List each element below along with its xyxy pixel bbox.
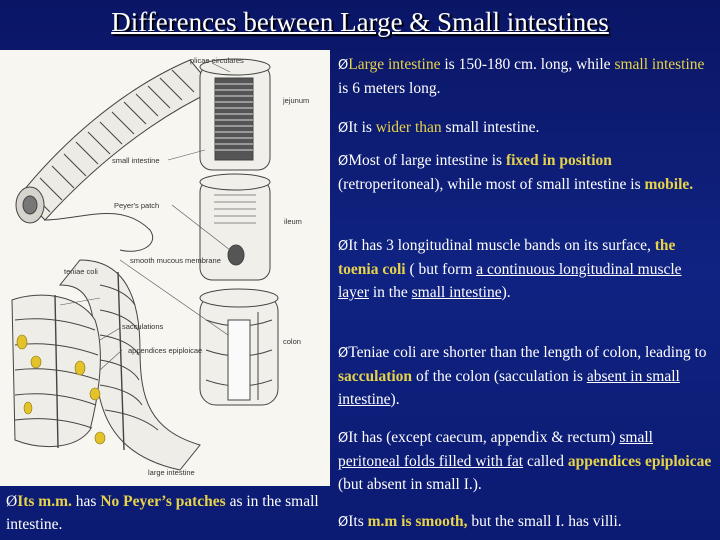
intestine-drawing — [0, 50, 330, 486]
bullet-width: ØIt is wider than small intestine. — [338, 119, 540, 136]
label-peyers-patch: Peyer's patch — [114, 201, 160, 210]
bullet-mucous-membrane: ØIts m.m is smooth, but the small I. has villi. — [338, 513, 622, 530]
text-small-intestine: small intestine — [614, 56, 705, 73]
label-colon: colon — [283, 337, 301, 346]
label-smooth-mucous-membrane: smooth mucous membrane — [130, 256, 221, 265]
arrow-bullet-icon: Ø — [338, 431, 349, 446]
label-appendices-epiploicae: appendices epiploicae — [128, 346, 203, 355]
label-ileum: ileum — [284, 217, 302, 226]
bullet-length: ØLarge intestine is 150-180 cm. long, while small intestine is 6 meters long. — [338, 56, 705, 97]
label-large-intestine: large intestine — [148, 468, 195, 477]
slide-title: Differences between Large & Small intestines — [111, 7, 609, 37]
label-sacculations: sacculations — [122, 322, 164, 331]
arrow-bullet-icon: Ø — [338, 154, 349, 169]
label-jejunum: jejunum — [283, 96, 310, 105]
bullet-teniae: ØIt has 3 longitudinal muscle bands on its surface, the toenia coli ( but form a continuous longitudinal muscle layer in the small intestine). — [338, 237, 682, 301]
arrow-bullet-icon: Ø — [338, 58, 349, 73]
bullet-appendices: ØIt has (except caecum, appendix & rectum) small peritoneal folds filled with fat called appendices epiploicae (but absent in small I.). — [338, 429, 712, 493]
arrow-bullet-icon: Ø — [338, 346, 349, 361]
intestine-illustration — [0, 50, 330, 486]
bullet-position: ØMost of large intestine is fixed in position (retroperitoneal), while most of small intestine is mobile. — [338, 152, 694, 193]
text-large-intestine: Large intestine — [348, 56, 441, 73]
label-plicae-circulares: plicae circulares — [190, 56, 244, 65]
bullet-peyers-patches: ØIts m.m. has No Peyer’s patches as in the small intestine. — [6, 493, 319, 533]
arrow-bullet-icon: Ø — [6, 493, 18, 510]
label-small-intestine: small intestine — [112, 156, 160, 165]
arrow-bullet-icon: Ø — [338, 239, 349, 254]
label-teniae-coli: teniae coli — [64, 267, 98, 276]
arrow-bullet-icon: Ø — [338, 121, 349, 136]
bullet-sacculation: ØTeniae coli are shorter than the length of colon, leading to sacculation of the colon (sacculation is absent in small intestine). — [338, 344, 707, 408]
arrow-bullet-icon: Ø — [338, 515, 349, 530]
